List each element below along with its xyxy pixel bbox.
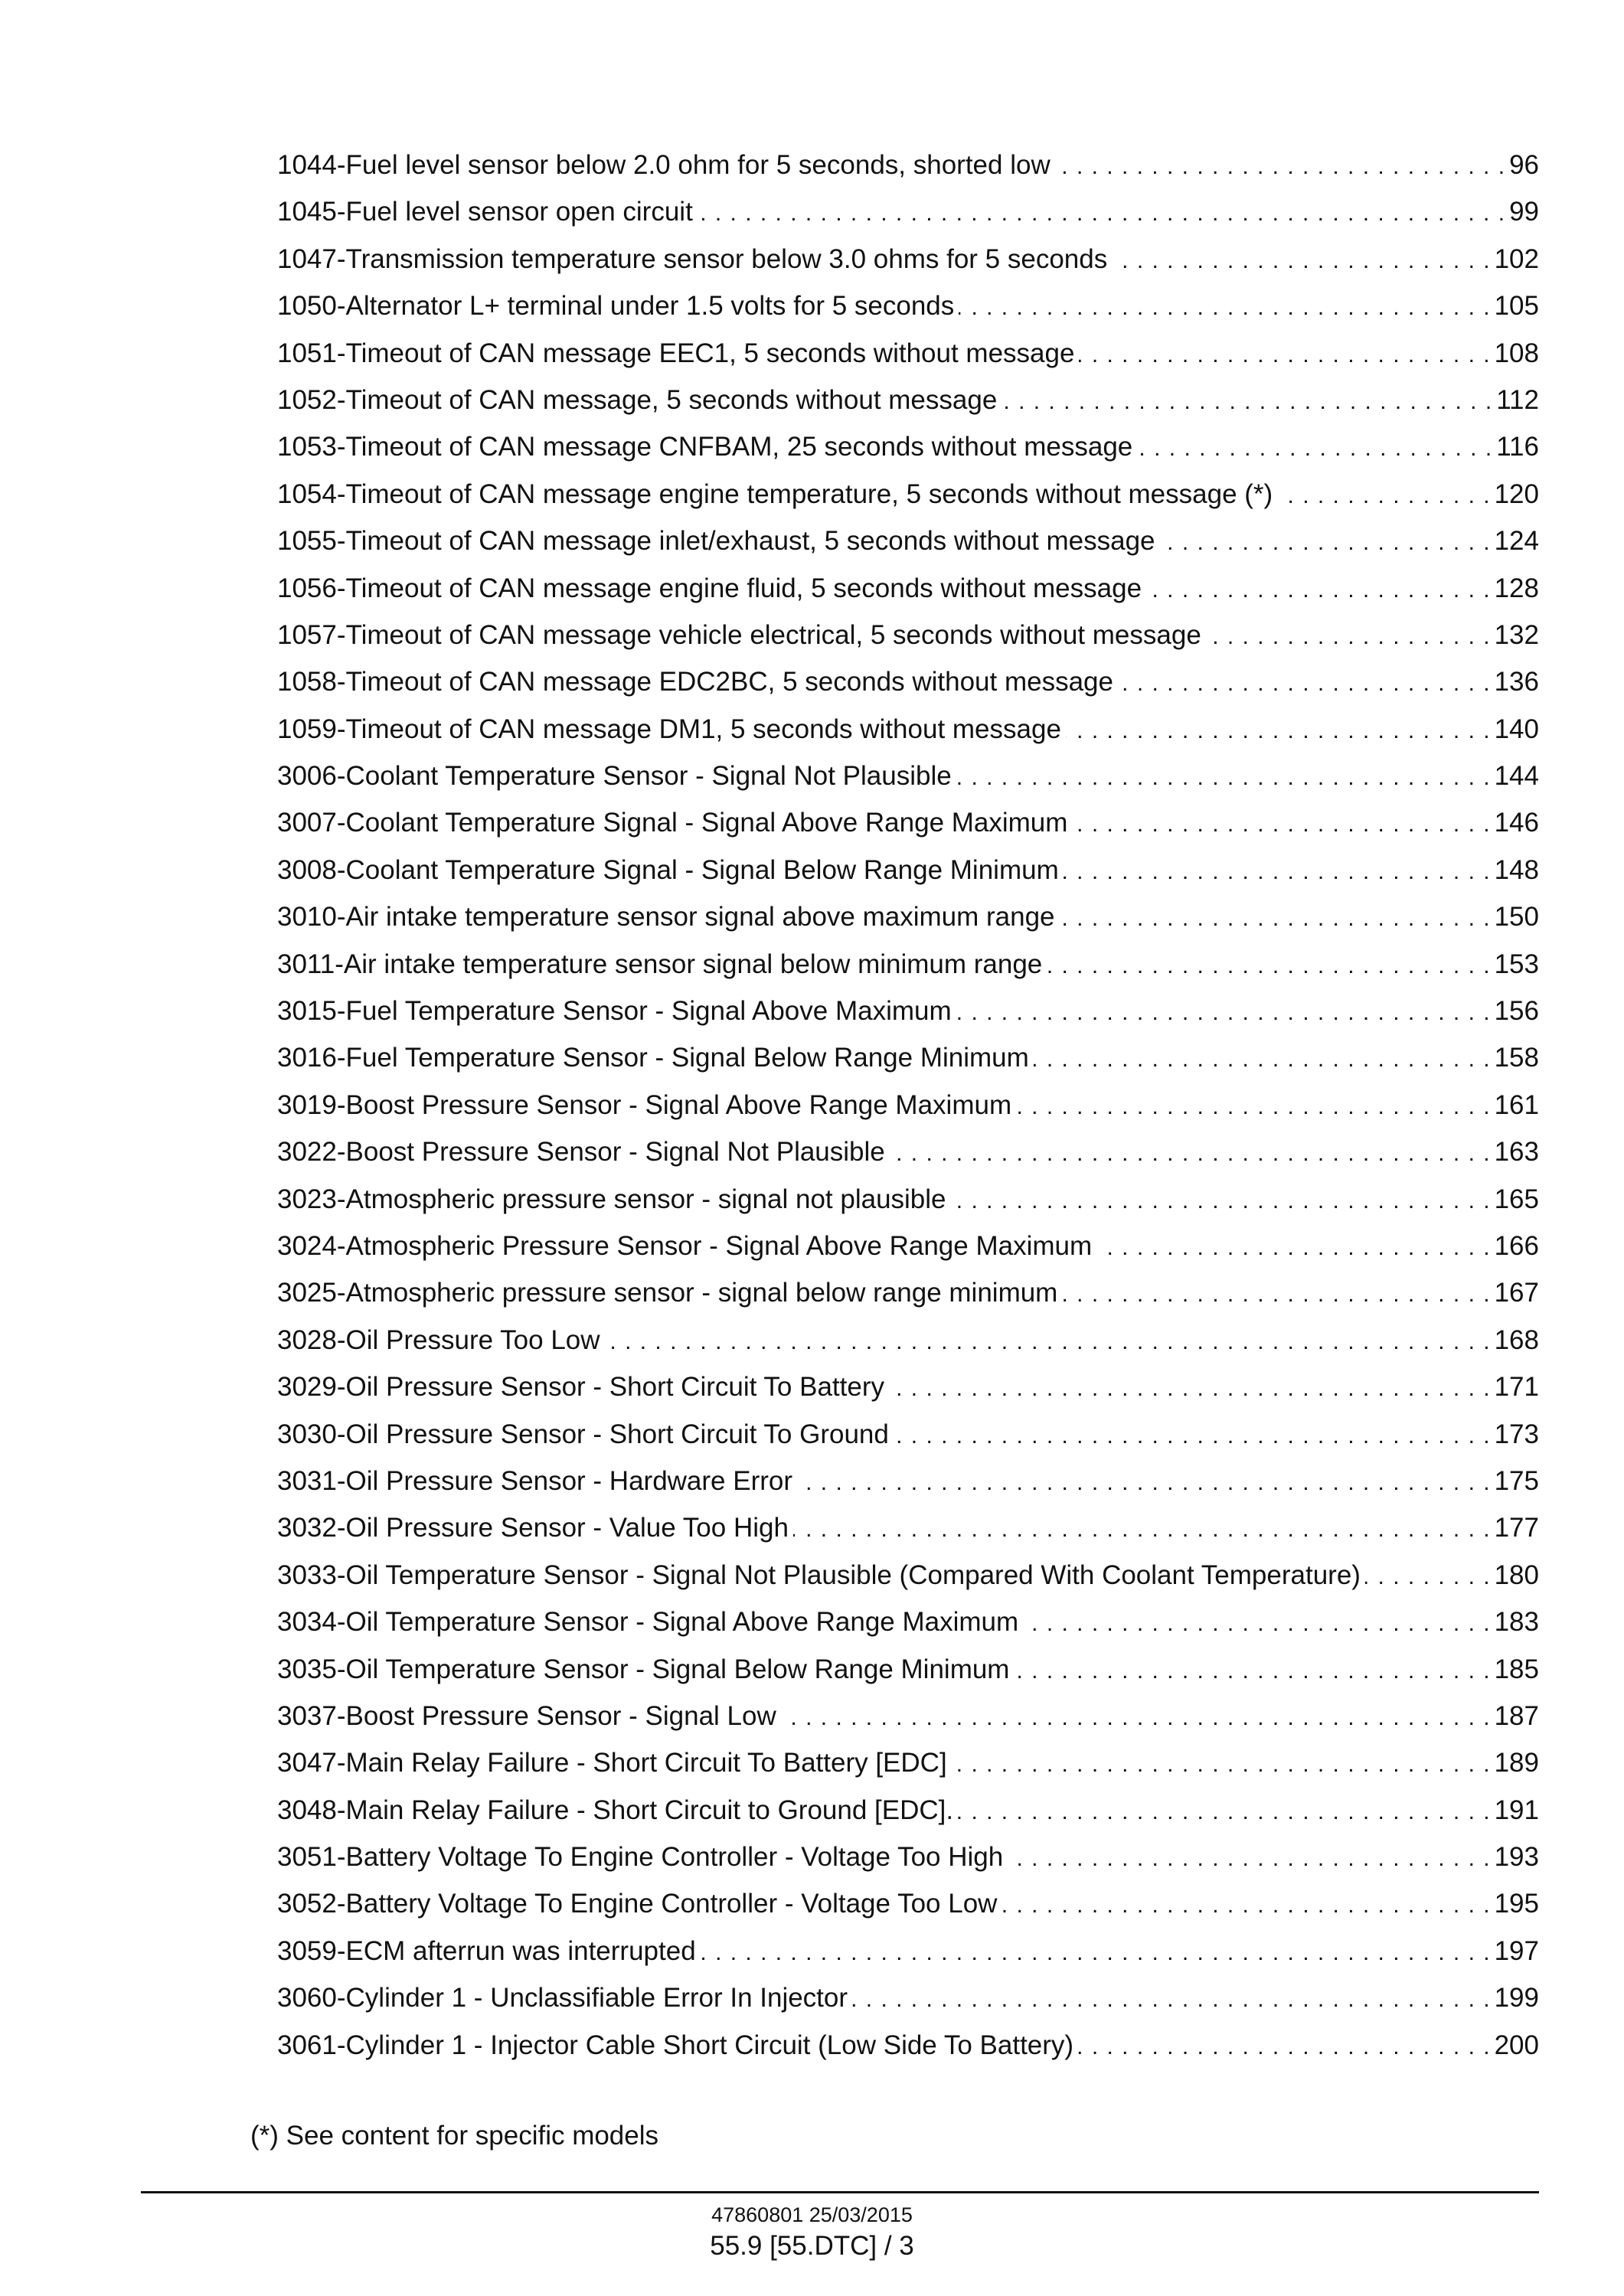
dot-leader xyxy=(1002,1889,1489,1922)
toc-entry-title: 1056-Timeout of CAN message engine fluid, 5 seconds without message xyxy=(277,573,1142,603)
table-of-contents xyxy=(277,149,1539,2076)
toc-entry[interactable] xyxy=(277,1559,1539,1605)
dot-leader xyxy=(1160,526,1490,560)
toc-entry[interactable] xyxy=(277,384,1539,430)
toc-entry-page-number: 161 xyxy=(1494,1089,1539,1120)
dot-leader xyxy=(1112,244,1489,278)
footnote: (*) See content for specific models xyxy=(250,2121,659,2151)
toc-entry-title: 3037-Boost Pressure Sensor - Signal Low xyxy=(277,1700,776,1731)
toc-entry[interactable] xyxy=(277,1653,1539,1700)
toc-entry-title: 3008-Coolant Temperature Signal - Signal Below Range Minimum xyxy=(277,854,1059,885)
toc-entry[interactable] xyxy=(277,1840,1539,1887)
toc-entry[interactable] xyxy=(277,806,1539,853)
toc-entry-page-number: 177 xyxy=(1494,1513,1539,1543)
toc-entry-page-number: 148 xyxy=(1494,854,1539,885)
dot-leader xyxy=(1023,1607,1489,1641)
toc-entry[interactable] xyxy=(277,1276,1539,1323)
toc-entry[interactable] xyxy=(277,994,1539,1041)
toc-entry[interactable] xyxy=(277,900,1539,947)
toc-entry[interactable] xyxy=(277,1230,1539,1276)
toc-entry-title: 1047-Transmission temperature sensor below 3.0 ohms for 5 seconds xyxy=(277,243,1108,274)
document-id: 47860801 25/03/2015 xyxy=(711,2203,913,2226)
toc-entry[interactable] xyxy=(277,1135,1539,1182)
toc-entry-title: 3060-Cylinder 1 - Unclassifiable Error In Injector xyxy=(277,1983,848,2013)
dot-leader xyxy=(605,1325,1490,1359)
toc-entry-title: 1053-Timeout of CAN message CNFBAM, 25 seconds without message xyxy=(277,432,1133,462)
dot-leader xyxy=(1064,855,1490,889)
toc-entry-page-number: 140 xyxy=(1494,714,1539,744)
dot-leader xyxy=(852,1983,1490,2017)
toc-entry-title: 3025-Atmospheric pressure sensor - signal below range minimum xyxy=(277,1278,1058,1308)
toc-entry-title: 3029-Oil Pressure Sensor - Short Circuit To Battery xyxy=(277,1372,885,1403)
dot-leader xyxy=(951,1184,1490,1218)
dot-leader xyxy=(781,1701,1490,1735)
toc-entry-title: 3035-Oil Temperature Sensor - Signal Below Range Minimum xyxy=(277,1654,1010,1684)
toc-entry[interactable] xyxy=(277,2029,1539,2076)
toc-entry[interactable] xyxy=(277,430,1539,477)
toc-entry-page-number: 102 xyxy=(1494,243,1539,274)
dot-leader xyxy=(889,1372,1490,1406)
toc-entry-page-number: 189 xyxy=(1494,1748,1539,1778)
toc-entry-page-number: 171 xyxy=(1494,1372,1539,1403)
dot-leader xyxy=(1072,808,1489,841)
toc-entry[interactable] xyxy=(277,948,1539,994)
toc-entry-page-number: 128 xyxy=(1494,573,1539,603)
toc-entry[interactable] xyxy=(277,1605,1539,1652)
dot-leader xyxy=(1146,573,1490,607)
toc-entry[interactable] xyxy=(277,1794,1539,1840)
toc-entry-page-number: 175 xyxy=(1494,1465,1539,1496)
toc-entry[interactable] xyxy=(277,1370,1539,1417)
toc-entry[interactable] xyxy=(277,337,1539,384)
toc-entry-title: 1050-Alternator L+ terminal under 1.5 volts for 5 seconds xyxy=(277,291,955,322)
toc-entry-title: 3032-Oil Pressure Sensor - Value Too High xyxy=(277,1513,789,1543)
toc-entry-page-number: 105 xyxy=(1494,291,1539,322)
toc-entry-page-number: 144 xyxy=(1494,761,1539,792)
toc-entry-title: 1044-Fuel level sensor below 2.0 ohm for 5 seconds, shorted low xyxy=(277,150,1051,180)
toc-entry-title: 3010-Air intake temperature sensor signal above maximum range xyxy=(277,902,1055,932)
toc-entry-title: 3048-Main Relay Failure - Short Circuit to Ground [EDC]. xyxy=(277,1795,954,1825)
toc-entry-page-number: 136 xyxy=(1494,667,1539,697)
toc-entry-title: 3047-Main Relay Failure - Short Circuit To Battery [EDC] xyxy=(277,1748,947,1778)
dot-leader xyxy=(1206,620,1490,654)
dot-leader xyxy=(797,1466,1490,1500)
toc-entry[interactable] xyxy=(277,1324,1539,1370)
toc-entry-page-number: 167 xyxy=(1494,1278,1539,1308)
toc-entry-page-number: 195 xyxy=(1494,1889,1539,1919)
toc-entry-page-number: 187 xyxy=(1494,1700,1539,1731)
toc-entry-page-number: 173 xyxy=(1494,1419,1539,1449)
toc-entry-title: 3007-Coolant Temperature Signal - Signal Above Range Maximum xyxy=(277,808,1068,838)
toc-entry-title: 3052-Battery Voltage To Engine Controller - Voltage Too Low xyxy=(277,1889,998,1919)
dot-leader xyxy=(1277,479,1489,513)
dot-leader xyxy=(956,996,1490,1030)
dot-leader xyxy=(1047,949,1489,983)
dot-leader xyxy=(956,761,1490,795)
dot-leader xyxy=(793,1513,1490,1546)
toc-entry[interactable] xyxy=(277,1183,1539,1230)
toc-entry-title: 3015-Fuel Temperature Sensor - Signal Above Maximum xyxy=(277,996,952,1027)
toc-entry-title: 3011-Air intake temperature sensor signal below minimum range xyxy=(277,949,1043,979)
toc-entry[interactable] xyxy=(277,289,1539,336)
toc-entry[interactable] xyxy=(277,1981,1539,2028)
toc-entry-page-number: 197 xyxy=(1494,1935,1539,1966)
toc-entry[interactable] xyxy=(277,1089,1539,1135)
toc-entry-page-number: 165 xyxy=(1494,1184,1539,1214)
dot-leader xyxy=(1066,714,1490,748)
toc-entry-title: 3059-ECM afterrun was interrupted xyxy=(277,1935,696,1966)
toc-entry-page-number: 150 xyxy=(1494,902,1539,932)
toc-entry[interactable] xyxy=(277,149,1539,195)
toc-entry[interactable] xyxy=(277,1746,1539,1793)
toc-entry-title: 1058-Timeout of CAN message EDC2BC, 5 seconds without message xyxy=(277,667,1113,697)
dot-leader xyxy=(1014,1654,1489,1688)
toc-entry-title: 1045-Fuel level sensor open circuit xyxy=(277,197,693,227)
toc-entry-page-number: 146 xyxy=(1494,808,1539,838)
toc-entry[interactable] xyxy=(277,619,1539,665)
toc-entry-page-number: 166 xyxy=(1494,1230,1539,1261)
toc-entry[interactable] xyxy=(277,1700,1539,1746)
toc-entry-title: 3031-Oil Pressure Sensor - Hardware Error xyxy=(277,1465,793,1496)
toc-entry-page-number: 96 xyxy=(1509,150,1539,180)
toc-entry-page-number: 191 xyxy=(1494,1795,1539,1825)
toc-entry-page-number: 168 xyxy=(1494,1324,1539,1355)
toc-entry-page-number: 185 xyxy=(1494,1654,1539,1684)
toc-entry-title: 3061-Cylinder 1 - Injector Cable Short Circuit (Low Side To Battery) xyxy=(277,2030,1074,2060)
toc-entry-title: 1059-Timeout of CAN message DM1, 5 seconds without message xyxy=(277,714,1061,744)
dot-leader xyxy=(952,1748,1490,1782)
toc-entry-title: 3023-Atmospheric pressure sensor - signal not plausible xyxy=(277,1184,946,1214)
toc-entry-page-number: 193 xyxy=(1494,1842,1539,1873)
toc-entry-title: 3033-Oil Temperature Sensor - Signal Not Plausible (Compared With Coolant Temperature) xyxy=(277,1560,1361,1590)
dot-leader xyxy=(1008,1842,1489,1876)
toc-entry[interactable] xyxy=(277,243,1539,289)
toc-entry-title: 3024-Atmospheric Pressure Sensor - Signal Above Range Maximum xyxy=(277,1230,1093,1261)
toc-entry-title: 3051-Battery Voltage To Engine Controller - Voltage Too High xyxy=(277,1842,1004,1873)
footer-divider xyxy=(141,2191,1539,2193)
dot-leader xyxy=(1016,1090,1489,1124)
toc-entry-page-number: 200 xyxy=(1494,2030,1539,2060)
toc-entry-page-number: 199 xyxy=(1494,1983,1539,2013)
toc-entry-title: 3016-Fuel Temperature Sensor - Signal Below Range Minimum xyxy=(277,1043,1029,1073)
toc-entry-page-number: 116 xyxy=(1496,432,1539,462)
dot-leader xyxy=(1002,385,1492,419)
dot-leader xyxy=(894,1419,1490,1453)
toc-entry-page-number: 158 xyxy=(1494,1043,1539,1073)
toc-entry[interactable] xyxy=(277,665,1539,712)
toc-entry-page-number: 156 xyxy=(1494,996,1539,1027)
dot-leader xyxy=(1062,1278,1489,1311)
toc-entry[interactable] xyxy=(277,1511,1539,1558)
toc-entry-page-number: 183 xyxy=(1494,1607,1539,1638)
toc-entry-page-number: 112 xyxy=(1496,384,1539,415)
toc-entry-page-number: 132 xyxy=(1494,619,1539,650)
page-reference: 55.9 [55.DTC] / 3 xyxy=(710,2231,914,2261)
dot-leader xyxy=(1137,432,1492,465)
dot-leader xyxy=(1060,902,1490,936)
toc-entry[interactable] xyxy=(277,524,1539,571)
toc-entry-page-number: 153 xyxy=(1494,949,1539,979)
dot-leader xyxy=(698,197,1505,230)
toc-entry-title: 1054-Timeout of CAN message engine temperature, 5 seconds without message (*) xyxy=(277,478,1273,509)
toc-entry-page-number: 163 xyxy=(1494,1137,1539,1168)
toc-entry-title: 3022-Boost Pressure Sensor - Signal Not Plausible xyxy=(277,1137,885,1168)
toc-entry[interactable] xyxy=(277,1418,1539,1465)
toc-entry-title: 1055-Timeout of CAN message inlet/exhaust, 5 seconds without message xyxy=(277,526,1155,557)
toc-entry[interactable] xyxy=(277,759,1539,806)
toc-entry[interactable] xyxy=(277,195,1539,242)
toc-entry-title: 3006-Coolant Temperature Sensor - Signal Not Plausible xyxy=(277,761,952,792)
toc-entry-title: 3019-Boost Pressure Sensor - Signal Above Range Maximum xyxy=(277,1089,1012,1120)
toc-entry-page-number: 99 xyxy=(1509,197,1539,227)
toc-entry-title: 1051-Timeout of CAN message EEC1, 5 seconds without message xyxy=(277,338,1075,368)
toc-entry[interactable] xyxy=(277,478,1539,524)
toc-entry-title: 3028-Oil Pressure Too Low xyxy=(277,1324,600,1355)
dot-leader xyxy=(1365,1560,1490,1594)
dot-leader xyxy=(1055,150,1505,184)
dot-leader xyxy=(959,291,1489,325)
toc-entry-title: 1052-Timeout of CAN message, 5 seconds without message xyxy=(277,384,998,415)
toc-entry[interactable] xyxy=(277,1935,1539,1981)
toc-entry-title: 1057-Timeout of CAN message vehicle electrical, 5 seconds without message xyxy=(277,619,1201,650)
dot-leader xyxy=(1034,1043,1490,1076)
toc-entry[interactable] xyxy=(277,1041,1539,1088)
toc-entry-page-number: 120 xyxy=(1494,478,1539,509)
toc-entry[interactable] xyxy=(277,713,1539,759)
dot-leader xyxy=(1118,667,1490,701)
toc-entry-page-number: 180 xyxy=(1494,1560,1539,1590)
dot-leader xyxy=(1078,2030,1490,2064)
toc-entry[interactable] xyxy=(277,1465,1539,1511)
dot-leader xyxy=(1079,338,1489,372)
toc-entry[interactable] xyxy=(277,854,1539,900)
dot-leader xyxy=(958,1795,1489,1829)
dot-leader xyxy=(890,1137,1490,1171)
toc-entry[interactable] xyxy=(277,1887,1539,1934)
toc-entry-page-number: 124 xyxy=(1494,526,1539,557)
toc-entry-title: 3034-Oil Temperature Sensor - Signal Above Range Maximum xyxy=(277,1607,1019,1638)
toc-entry[interactable] xyxy=(277,572,1539,619)
dot-leader xyxy=(1096,1231,1489,1265)
toc-entry-page-number: 108 xyxy=(1494,338,1539,368)
toc-entry-title: 3030-Oil Pressure Sensor - Short Circuit To Ground xyxy=(277,1419,889,1449)
dot-leader xyxy=(701,1936,1490,1970)
